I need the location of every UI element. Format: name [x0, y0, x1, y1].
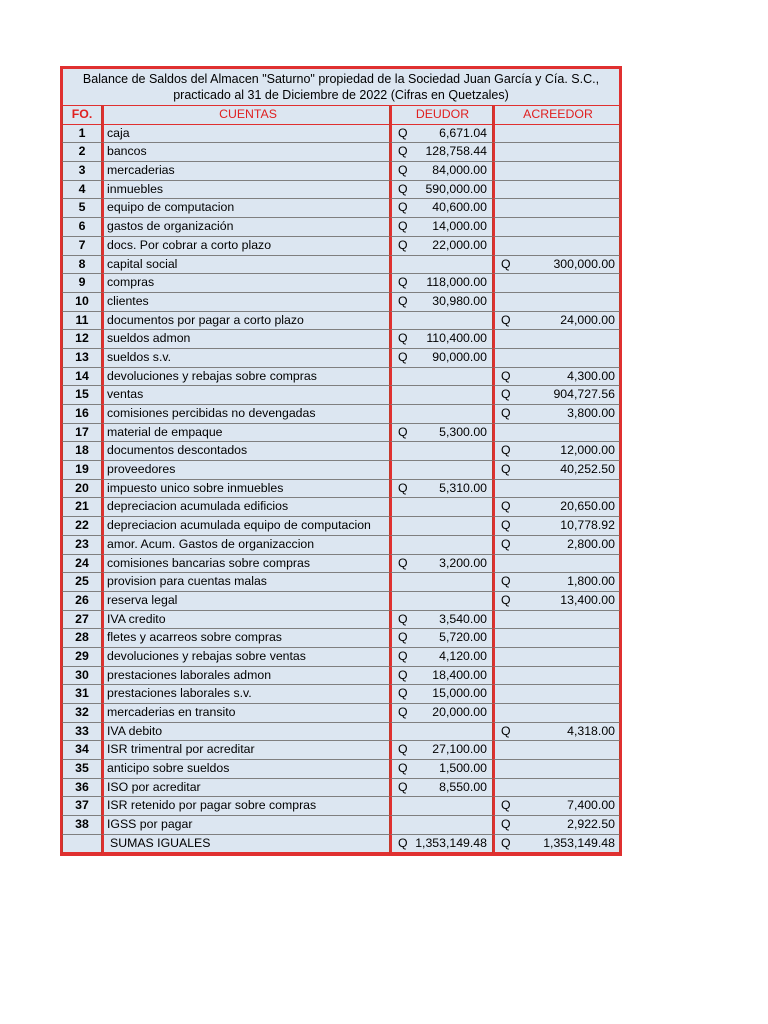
table-row [62, 704, 620, 723]
table-row [62, 685, 620, 704]
table-row [62, 349, 620, 368]
acreedor-cell [493, 237, 620, 256]
deudor-cell [390, 293, 493, 312]
deudor-cell [390, 330, 493, 349]
deudor-currency: Q [398, 705, 408, 719]
table-row [62, 330, 620, 349]
table-row [62, 237, 620, 256]
acreedor-cell [493, 293, 620, 312]
acreedor-currency: Q [501, 592, 511, 607]
account-name: mercaderias en transito [102, 704, 390, 723]
deudor-amount: 590,000.00 [425, 181, 487, 196]
table-row [62, 797, 620, 816]
deudor-cell [390, 349, 493, 368]
deudor-currency: Q [398, 630, 408, 645]
acreedor-cell [493, 349, 620, 368]
table-row [62, 405, 620, 424]
acreedor-amount: 20,650.00 [560, 499, 615, 514]
account-name: comisiones bancarias sobre compras [102, 555, 390, 574]
account-name: mercaderias [102, 162, 390, 181]
title-line-1: Balance de Saldos del Almacen "Saturno" propiedad de la Sociedad Juan García y Cía. S.C., [82, 72, 600, 86]
deudor-amount: 18,400.00 [432, 667, 487, 682]
account-name: docs. Por cobrar a corto plazo [102, 237, 390, 256]
acreedor-amount: 300,000.00 [553, 256, 615, 271]
account-name: capital social [102, 256, 390, 275]
deudor-amount: 27,100.00 [432, 742, 487, 757]
deudor-currency: Q [398, 742, 408, 757]
deudor-currency: Q [398, 331, 408, 346]
deudor-amount: 3,540.00 [439, 611, 487, 626]
row-number: 13 [62, 349, 102, 368]
acreedor-cell [493, 723, 620, 742]
row-number: 35 [62, 760, 102, 779]
table-row [62, 723, 620, 742]
header-fo: FO. [62, 106, 102, 125]
row-number: 38 [62, 816, 102, 835]
acreedor-cell [493, 760, 620, 779]
account-name: equipo de computacion [102, 199, 390, 218]
acreedor-currency: Q [501, 574, 511, 589]
acreedor-amount: 7,400.00 [567, 798, 615, 813]
table-row [62, 480, 620, 499]
acreedor-cell [493, 741, 620, 760]
row-number: 21 [62, 498, 102, 517]
deudor-cell [390, 125, 493, 144]
deudor-amount: 40,600.00 [432, 200, 487, 215]
row-number: 7 [62, 237, 102, 256]
acreedor-amount: 12,000.00 [560, 443, 615, 458]
acreedor-cell [493, 555, 620, 574]
deudor-currency: Q [398, 480, 408, 495]
acreedor-cell [493, 480, 620, 499]
account-name: clientes [102, 293, 390, 312]
acreedor-amount: 4,300.00 [567, 368, 615, 383]
row-number: 8 [62, 256, 102, 275]
table-row [62, 181, 620, 200]
totals-deudor-amount: 1,353,149.48 [415, 835, 487, 850]
account-name: ISR trimentral por acreditar [102, 741, 390, 760]
totals-row [62, 835, 620, 854]
table-row [62, 573, 620, 592]
deudor-cell [390, 779, 493, 798]
deudor-cell [390, 797, 493, 816]
deudor-cell [390, 498, 493, 517]
table-row [62, 274, 620, 293]
totals-acreedor-currency: Q [501, 835, 511, 850]
deudor-cell [390, 592, 493, 611]
acreedor-cell [493, 648, 620, 667]
account-name: proveedores [102, 461, 390, 480]
account-name: documentos por pagar a corto plazo [102, 312, 390, 331]
table-row [62, 555, 620, 574]
row-number: 36 [62, 779, 102, 798]
account-name: gastos de organización [102, 218, 390, 237]
deudor-amount: 4,120.00 [439, 648, 487, 663]
deudor-amount: 30,980.00 [432, 293, 487, 308]
totals-label: SUMAS IGUALES [102, 835, 390, 854]
totals-fo [62, 835, 102, 854]
row-number: 2 [62, 143, 102, 162]
totals-deudor [390, 835, 493, 854]
acreedor-currency: Q [501, 312, 511, 327]
deudor-cell [390, 536, 493, 555]
row-number: 4 [62, 181, 102, 200]
acreedor-cell [493, 218, 620, 237]
row-number: 18 [62, 442, 102, 461]
table-row [62, 424, 620, 443]
acreedor-cell [493, 330, 620, 349]
acreedor-cell [493, 611, 620, 630]
account-name: bancos [102, 143, 390, 162]
header-row [62, 106, 620, 125]
deudor-currency: Q [398, 163, 408, 178]
acreedor-amount: 24,000.00 [560, 312, 615, 327]
acreedor-cell [493, 405, 620, 424]
acreedor-cell [493, 629, 620, 648]
table-row [62, 760, 620, 779]
account-name: caja [102, 125, 390, 144]
row-number: 19 [62, 461, 102, 480]
acreedor-currency: Q [501, 462, 511, 477]
acreedor-cell [493, 181, 620, 200]
table-row [62, 816, 620, 835]
acreedor-currency: Q [501, 443, 511, 458]
totals-acreedor [493, 835, 620, 854]
deudor-currency: Q [398, 349, 408, 364]
account-name: ISO por acreditar [102, 779, 390, 798]
row-number: 30 [62, 667, 102, 686]
acreedor-currency: Q [501, 387, 511, 402]
deudor-amount: 5,300.00 [439, 424, 487, 439]
deudor-cell [390, 162, 493, 181]
deudor-amount: 22,000.00 [432, 237, 487, 252]
deudor-cell [390, 181, 493, 200]
acreedor-currency: Q [501, 817, 511, 832]
deudor-cell [390, 256, 493, 275]
deudor-amount: 84,000.00 [432, 163, 487, 178]
acreedor-cell [493, 461, 620, 480]
acreedor-currency: Q [501, 368, 511, 383]
row-number: 32 [62, 704, 102, 723]
deudor-currency: Q [398, 237, 408, 252]
table-row [62, 498, 620, 517]
totals-deudor-currency: Q [398, 835, 408, 850]
deudor-currency: Q [398, 181, 408, 196]
row-number: 17 [62, 424, 102, 443]
deudor-currency: Q [398, 200, 408, 215]
deudor-currency: Q [398, 424, 408, 439]
table-row [62, 125, 620, 144]
row-number: 33 [62, 723, 102, 742]
table-row [62, 536, 620, 555]
deudor-amount: 3,200.00 [439, 555, 487, 570]
deudor-amount: 15,000.00 [432, 686, 487, 701]
deudor-currency: Q [398, 611, 408, 626]
deudor-amount: 110,400.00 [426, 331, 487, 346]
deudor-amount: 20,000.00 [432, 705, 487, 719]
acreedor-cell [493, 442, 620, 461]
acreedor-amount: 1,800.00 [567, 574, 615, 589]
row-number: 15 [62, 386, 102, 405]
row-number: 22 [62, 517, 102, 536]
row-number: 24 [62, 555, 102, 574]
row-number: 34 [62, 741, 102, 760]
account-name: sueldos s.v. [102, 349, 390, 368]
row-number: 26 [62, 592, 102, 611]
account-name: ventas [102, 386, 390, 405]
acreedor-currency: Q [501, 518, 511, 533]
row-number: 37 [62, 797, 102, 816]
acreedor-cell [493, 667, 620, 686]
table-row [62, 648, 620, 667]
deudor-currency: Q [398, 125, 408, 140]
deudor-cell [390, 274, 493, 293]
deudor-currency: Q [398, 144, 408, 159]
acreedor-amount: 2,800.00 [567, 536, 615, 551]
row-number: 3 [62, 162, 102, 181]
acreedor-amount: 13,400.00 [560, 592, 615, 607]
deudor-cell [390, 685, 493, 704]
deudor-amount: 90,000.00 [432, 349, 487, 364]
row-number: 10 [62, 293, 102, 312]
account-name: ISR retenido por pagar sobre compras [102, 797, 390, 816]
acreedor-cell [493, 498, 620, 517]
deudor-cell [390, 760, 493, 779]
row-number: 25 [62, 573, 102, 592]
deudor-cell [390, 517, 493, 536]
account-name: amor. Acum. Gastos de organizaccion [102, 536, 390, 555]
acreedor-cell [493, 424, 620, 443]
deudor-currency: Q [398, 293, 408, 308]
acreedor-cell [493, 685, 620, 704]
acreedor-amount: 10,778.92 [560, 518, 615, 533]
acreedor-cell [493, 536, 620, 555]
title-line-2: practicado al 31 de Diciembre de 2022 (Cifras en Quetzales) [173, 88, 509, 102]
deudor-amount: 14,000.00 [432, 219, 487, 234]
acreedor-cell [493, 274, 620, 293]
deudor-cell [390, 629, 493, 648]
acreedor-cell [493, 143, 620, 162]
deudor-amount: 6,671.04 [439, 125, 487, 140]
acreedor-cell [493, 797, 620, 816]
header-acreedor: ACREEDOR [493, 106, 620, 125]
row-number: 1 [62, 125, 102, 144]
acreedor-cell [493, 592, 620, 611]
deudor-currency: Q [398, 667, 408, 682]
account-name: comisiones percibidas no devengadas [102, 405, 390, 424]
row-number: 5 [62, 199, 102, 218]
table-row [62, 368, 620, 387]
account-name: prestaciones laborales s.v. [102, 685, 390, 704]
deudor-cell [390, 573, 493, 592]
balance-sheet-table [62, 68, 620, 854]
acreedor-cell [493, 816, 620, 835]
account-name: anticipo sobre sueldos [102, 760, 390, 779]
table-title [62, 68, 620, 106]
deudor-cell [390, 480, 493, 499]
deudor-currency: Q [398, 686, 408, 701]
account-name: IGSS por pagar [102, 816, 390, 835]
acreedor-amount: 3,800.00 [567, 406, 615, 420]
table-row [62, 143, 620, 162]
deudor-cell [390, 312, 493, 331]
account-name: inmuebles [102, 181, 390, 200]
table-row [62, 293, 620, 312]
acreedor-currency: Q [501, 499, 511, 514]
deudor-cell [390, 741, 493, 760]
account-name: devoluciones y rebajas sobre ventas [102, 648, 390, 667]
deudor-amount: 1,500.00 [439, 761, 487, 776]
deudor-cell [390, 704, 493, 723]
deudor-cell [390, 405, 493, 424]
row-number: 14 [62, 368, 102, 387]
acreedor-amount: 4,318.00 [567, 723, 615, 738]
table-row [62, 386, 620, 405]
row-number: 9 [62, 274, 102, 293]
deudor-cell [390, 611, 493, 630]
acreedor-cell [493, 368, 620, 387]
deudor-cell [390, 237, 493, 256]
account-name: prestaciones laborales admon [102, 667, 390, 686]
acreedor-cell [493, 312, 620, 331]
row-number: 29 [62, 648, 102, 667]
account-name: documentos descontados [102, 442, 390, 461]
row-number: 12 [62, 330, 102, 349]
acreedor-currency: Q [501, 798, 511, 813]
table-row [62, 256, 620, 275]
account-name: depreciacion acumulada edificios [102, 498, 390, 517]
deudor-currency: Q [398, 779, 408, 794]
deudor-currency: Q [398, 219, 408, 234]
acreedor-cell [493, 779, 620, 798]
deudor-cell [390, 424, 493, 443]
row-number: 31 [62, 685, 102, 704]
deudor-cell [390, 461, 493, 480]
deudor-currency: Q [398, 761, 408, 776]
account-name: devoluciones y rebajas sobre compras [102, 368, 390, 387]
table-row [62, 741, 620, 760]
row-number: 11 [62, 312, 102, 331]
deudor-cell [390, 723, 493, 742]
account-name: depreciacion acumulada equipo de computacion [102, 517, 390, 536]
table-row [62, 667, 620, 686]
acreedor-cell [493, 162, 620, 181]
acreedor-cell [493, 256, 620, 275]
row-number: 27 [62, 611, 102, 630]
deudor-amount: 128,758.44 [425, 144, 487, 159]
header-deudor: DEUDOR [390, 106, 493, 125]
account-name: reserva legal [102, 592, 390, 611]
acreedor-cell [493, 386, 620, 405]
acreedor-currency: Q [501, 536, 511, 551]
account-name: IVA debito [102, 723, 390, 742]
account-name: provision para cuentas malas [102, 573, 390, 592]
table-row [62, 442, 620, 461]
table-row [62, 611, 620, 630]
acreedor-currency: Q [501, 723, 511, 738]
account-name: material de empaque [102, 424, 390, 443]
acreedor-cell [493, 704, 620, 723]
deudor-cell [390, 816, 493, 835]
acreedor-currency: Q [501, 256, 511, 271]
deudor-cell [390, 667, 493, 686]
deudor-amount: 5,310.00 [439, 480, 487, 495]
deudor-currency: Q [398, 275, 408, 290]
deudor-cell [390, 648, 493, 667]
account-name: fletes y acarreos sobre compras [102, 629, 390, 648]
row-number: 28 [62, 629, 102, 648]
account-name: IVA credito [102, 611, 390, 630]
deudor-cell [390, 199, 493, 218]
table-row [62, 162, 620, 181]
deudor-cell [390, 555, 493, 574]
table-row [62, 312, 620, 331]
acreedor-currency: Q [501, 406, 511, 420]
account-name: sueldos admon [102, 330, 390, 349]
deudor-currency: Q [398, 648, 408, 663]
acreedor-cell [493, 199, 620, 218]
deudor-amount: 118,000.00 [426, 275, 487, 290]
row-number: 20 [62, 480, 102, 499]
acreedor-amount: 40,252.50 [560, 462, 615, 477]
deudor-cell [390, 442, 493, 461]
totals-acreedor-amount: 1,353,149.48 [543, 835, 615, 850]
table-body [62, 125, 620, 835]
deudor-cell [390, 368, 493, 387]
acreedor-cell [493, 573, 620, 592]
deudor-cell [390, 143, 493, 162]
deudor-cell [390, 386, 493, 405]
acreedor-amount: 904,727.56 [553, 387, 615, 402]
acreedor-cell [493, 125, 620, 144]
deudor-amount: 8,550.00 [439, 779, 487, 794]
deudor-amount: 5,720.00 [439, 630, 487, 645]
header-cuentas: CUENTAS [102, 106, 390, 125]
table-row [62, 779, 620, 798]
deudor-currency: Q [398, 555, 408, 570]
row-number: 6 [62, 218, 102, 237]
table-row [62, 199, 620, 218]
table-row [62, 592, 620, 611]
row-number: 16 [62, 405, 102, 424]
row-number: 23 [62, 536, 102, 555]
table-row [62, 461, 620, 480]
table-row [62, 218, 620, 237]
table-row [62, 517, 620, 536]
acreedor-cell [493, 517, 620, 536]
table-row [62, 629, 620, 648]
acreedor-amount: 2,922.50 [567, 817, 615, 832]
account-name: impuesto unico sobre inmuebles [102, 480, 390, 499]
deudor-cell [390, 218, 493, 237]
account-name: compras [102, 274, 390, 293]
